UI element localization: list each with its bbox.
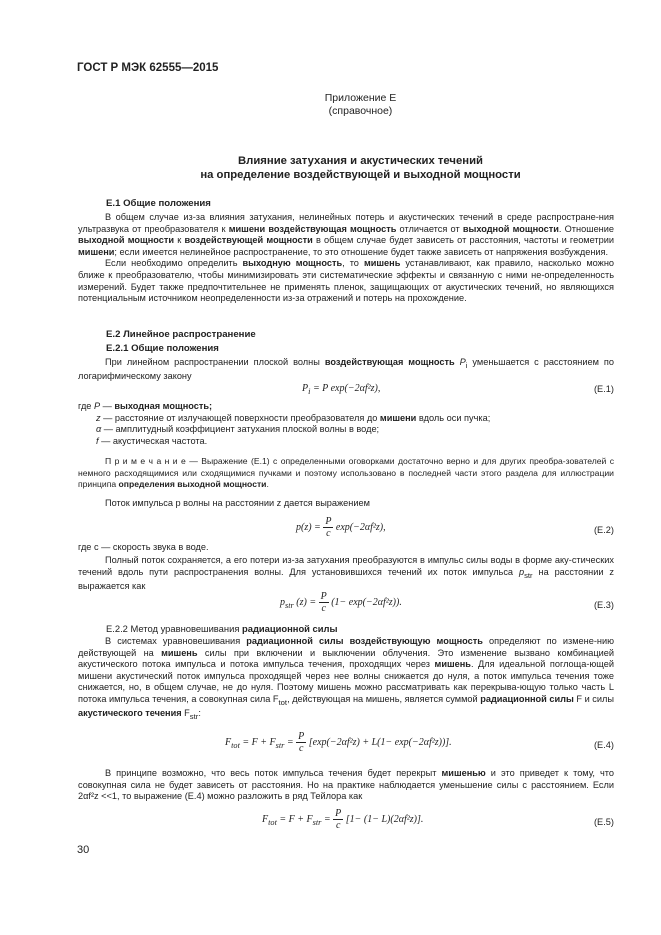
definition-alpha: α — амплитудный коэффициент затухания плоской волны в воде; (96, 424, 380, 435)
definition-f: f — акустическая частота. (96, 435, 208, 446)
where-definitions-1: где P — выходная мощность; z — расстояние от излучающей поверхности преобразователя до мишени вдоль оси пучка; α — амплитудный коэффициент затухания плоской волны в воде; f — акустическая частота. (78, 401, 614, 447)
section-e22-heading: Е.2.2 Метод уравновешивания радиационной силы (106, 623, 338, 634)
e21-paragraph: При линейном распространении плоской волны воздействующая мощность $P_i$ уменьшается с расстоянием по логарифмическому закону (78, 357, 614, 382)
equation-e3-number: (Е.3) (594, 600, 614, 610)
e1-paragraph-1: В общем случае из-за влияния затухания, нелинейных потерь и акустических течений в среде распростране-ния ультразвука от преобразователя к мишени воздействующая мощность отличается от выходной мощности. Отношение выходной мощности к воздействующей мощности в общем случае будет зависеть от расстояния, частоты и геометрии мишени; если имеется нелинейное распространение, то это отношение будет также зависеть от напряжения возбуждения. (78, 212, 615, 257)
annex-title: Приложение Е (324, 92, 397, 104)
section-e1-body (78, 212, 614, 305)
equation-e2-number: (Е.2) (594, 525, 614, 535)
e22-paragraph-2: В принципе возможно, что весь поток импульса течения будет перекрыт мишенью и это приведет к тому, что совокупная сила не будет зависеть от расстояния. Но на практике наблюдается уменьшение силы с расстоянием. Если 2αf²z <<1, то выражение (Е.4) можно разложить в ряд Тейлора как (78, 768, 614, 802)
section-e21-heading: Е.2.1 Общие положения (106, 343, 219, 354)
annex-subtitle: (справочное) (328, 105, 393, 117)
section-e2-heading: Е.2 Линейное распространение (106, 329, 256, 340)
section-e1-heading: Е.1 Общие положения (106, 198, 211, 209)
equation-e3: $p_{str}$ (z) = $\frac{P}{c}$ (1− exp(−2αf²z)). (280, 591, 402, 614)
equation-e4: $F_{tot} = F + F_{str}$ = $\frac{P}{c}$ [exp(−2αf²z) + L(1− exp(−2αf²z))]. (225, 731, 452, 754)
e22-paragraph-1: В системах уравновешивания радиационной силы воздействующую мощность определяют по измене-нию действующей на мишень силы при включении и выключении облучения. Это изменение вызвано комбинацией акустического потока импульса и потока импульса течения, проходящих через мишень. Для идеальной поглоща-ющей мишени акустический поток импульса проходящей через нее волны снижается до нуля, а поток импульса течения тоже снижается, но, в общем случае, не до нуля. Поэтому мишень можно рассматривать как перекрыва-ющую только часть L потока импульса течения, а совокупная сила $F_{tot}$, действующая на мишень, является суммой радиационной силы F и силы акустического течения $F_{str}$: (78, 636, 614, 722)
e1-paragraph-2: Если необходимо определить выходную мощность, то мишень устанавливают, как правило, насколько можно ближе к преобразователю, чтобы минимизировать эти систематические эффекты и связанную с ними не-определенность измерений. Будет также предпочтительнее не применять пленок, защищающих от акустических течений, но являющихся потенциальным источником неопределенности из-за отражений и потерь на прохождение. (78, 258, 615, 304)
equation-e2: p(z) = $\frac{P}{c}$ exp(−2αf²z), (296, 516, 386, 539)
equation-e5: $F_{tot} = F + F_{str}$ = $\frac{P}{c}$ [1− (1− L)(2αf²z)]. (262, 808, 424, 831)
equation-e5-number: (Е.5) (594, 817, 614, 827)
flux-intro: Поток импульса p волны на расстоянии z дается выражением (105, 498, 370, 508)
full-flux-paragraph: Полный поток сохраняется, а его потери из-за затухания преобразуются в импульс силы воды в форме аку-стических течений вдоль пути распространения волны. Для установившихся течений их поток импульса $p_{str}$ на расстоянии z выражается как (78, 555, 615, 592)
equation-e1-number: (Е.1) (594, 384, 614, 394)
page-number: 30 (77, 844, 90, 856)
equation-e1: $P_i = P$ exp(−2αf²z), (302, 383, 381, 396)
note-block: П р и м е ч а н и е — Выражение (Е.1) с определенными оговорками достаточно верно и для других преобра-зователей с немного расходящимися или сходящимися пучками и поэтому использовано в последней части этого раздела для иллюстрации принципа определения выходной мощности. (78, 456, 614, 489)
appendix-title-line2: на определение воздействующей и выходной мощности (200, 169, 521, 181)
where-definitions-2: где c — скорость звука в воде. (78, 542, 209, 552)
appendix-title-line1: Влияние затухания и акустических течений (238, 155, 483, 167)
equation-e4-number: (Е.4) (594, 740, 614, 750)
standard-header: ГОСТ Р МЭК 62555—2015 (77, 62, 219, 74)
definition-z: z — расстояние от излучающей поверхности преобразователя до мишени вдоль оси пучка; (96, 412, 491, 423)
